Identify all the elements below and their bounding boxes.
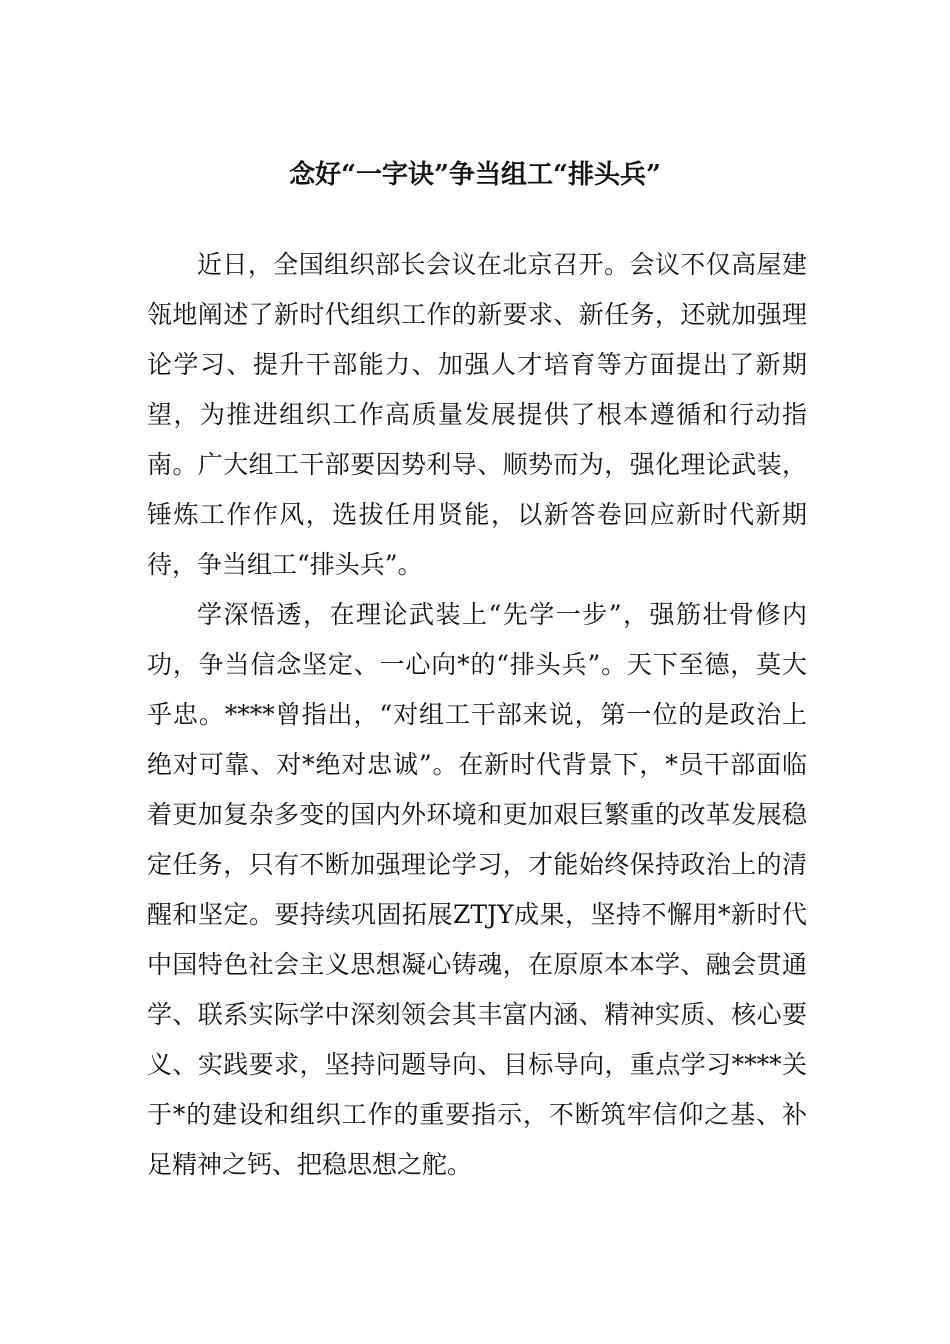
document-body xyxy=(147,240,807,1190)
paragraph-1: 近日，全国组织部长会议在北京召开。会议不仅高屋建瓴地阐述了新时代组织工作的新要求、新任务，还就加强理论学习、提升干部能力、加强人才培育等方面提出了新期望，为推进组织工作高质量发展提供了根本遵循和行动指南。广大组工干部要因势利导、顺势而为，强化理论武装，锤炼工作作风，选拔任用贤能，以新答卷回应新时代新期待，争当组工“排头兵”。 xyxy=(147,250,807,579)
document-title: 念好“一字诀”争当组工“排头兵” xyxy=(289,160,661,190)
paragraph-2: 学深悟透，在理论武装上“先学一步”，强筋壮骨修内功，争当信念坚定、一心向*的“排头兵”。天下至德，莫大乎忠。****曾指出，“对组工干部来说，第一位的是政治上绝对可靠、对*绝对忠诚”。在新时代背景下，*员干部面临着更加复杂多变的国内外环境和更加艰巨繁重的改革发展稳定任务，只有不断加强理论学习，才能始终保持政治上的清醒和坚定。要持续巩固拓展ZTJY成果，坚持不懈用*新时代中国特色社会主义思想凝心铸魂，在原原本本学、融会贯通学、联系实际学中深刻领会其丰富内涵、精神实质、核心要义、实践要求，坚持问题导向、目标导向，重点学习****关于*的建设和组织工作的重要指示，不断筑牢信仰之基、补足精神之钙、把稳思想之舵。 xyxy=(147,600,807,1179)
